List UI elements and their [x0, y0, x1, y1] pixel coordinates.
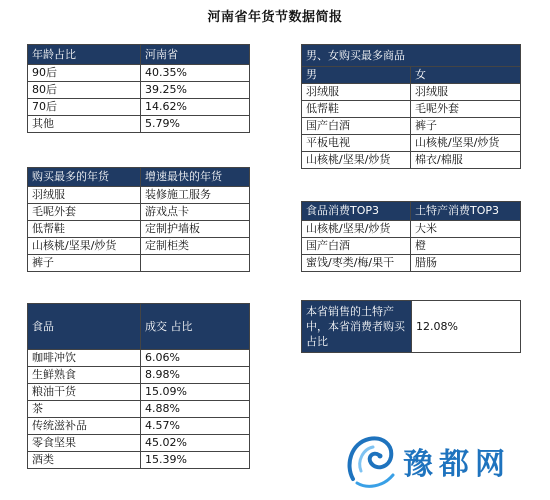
table-cell: 橙	[411, 238, 521, 255]
table-row	[28, 255, 250, 272]
header-cell: 河南省	[141, 45, 250, 65]
table-cell	[141, 255, 250, 272]
table-cell: 8.98%	[141, 367, 250, 384]
header-cell: 成交 占比	[141, 304, 250, 350]
table-cell: 生鲜熟食	[28, 367, 141, 384]
table-cell: 39.25%	[141, 82, 250, 99]
table-cell: 蜜饯/枣类/梅/果干	[302, 255, 411, 272]
table-cell: 零食坚果	[28, 435, 141, 452]
table-row	[28, 221, 250, 238]
table-header-row	[302, 202, 521, 221]
table-cell: 定制柜类	[141, 238, 250, 255]
table-cell: 14.62%	[141, 99, 250, 116]
table-cell: 装修施工服务	[141, 187, 250, 204]
header-cell: 年龄占比	[28, 45, 141, 65]
table-row	[28, 116, 250, 133]
table-cell: 酒类	[28, 452, 141, 469]
table-cell: 咖啡冲饮	[28, 350, 141, 367]
swirl-logo-icon	[343, 431, 399, 491]
table-row	[302, 135, 521, 152]
header-cell: 购买最多的年货	[28, 168, 141, 187]
gender-top-goods-table	[301, 44, 521, 169]
page-title: 河南省年货节数据简报	[207, 10, 343, 25]
table-row	[302, 221, 521, 238]
food-share-table	[27, 303, 250, 469]
table-cell: 定制护墙板	[141, 221, 250, 238]
table-row	[28, 401, 250, 418]
table-cell: 传统滋补品	[28, 418, 141, 435]
table-cell: 4.57%	[141, 418, 250, 435]
table-cell: 裤子	[411, 118, 521, 135]
table-cell: 4.88%	[141, 401, 250, 418]
table-cell: 5.79%	[141, 116, 250, 133]
table-row	[28, 204, 250, 221]
logo-text: 豫都网	[403, 447, 511, 482]
table-cell: 裤子	[28, 255, 141, 272]
table-cell: 国产白酒	[302, 118, 411, 135]
header-cell: 土特产消费TOP3	[411, 202, 521, 221]
table-cell: 毛呢外套	[411, 101, 521, 118]
header-cell: 女	[411, 67, 521, 84]
header-cell: 食品	[28, 304, 141, 350]
table-header-row	[28, 45, 250, 65]
table-title: 男、女购买最多商品	[302, 45, 521, 67]
site-logo	[343, 427, 543, 495]
table-cell: 粮油干货	[28, 384, 141, 401]
table-row	[302, 101, 521, 118]
table-cell: 45.02%	[141, 435, 250, 452]
table-row	[302, 84, 521, 101]
table-header-row	[28, 304, 250, 350]
table-row	[302, 301, 521, 353]
table-cell: 毛呢外套	[28, 204, 141, 221]
table-header-row	[28, 168, 250, 187]
table-cell: 70后	[28, 99, 141, 116]
table-cell: 6.06%	[141, 350, 250, 367]
table-row	[28, 238, 250, 255]
table-title-row	[302, 45, 521, 67]
table-cell: 12.08%	[412, 301, 521, 353]
table-row	[28, 418, 250, 435]
table-cell: 腊肠	[411, 255, 521, 272]
table-cell: 40.35%	[141, 65, 250, 82]
table-row	[28, 452, 250, 469]
header-cell: 男	[302, 67, 411, 84]
table-row	[28, 187, 250, 204]
table-cell: 其他	[28, 116, 141, 133]
table-cell: 低帮鞋	[28, 221, 141, 238]
table-cell: 低帮鞋	[302, 101, 411, 118]
header-cell: 食品消费TOP3	[302, 202, 411, 221]
table-row	[28, 65, 250, 82]
table-cell: 15.09%	[141, 384, 250, 401]
table-cell: 游戏点卡	[141, 204, 250, 221]
header-cell: 增速最快的年货	[141, 168, 250, 187]
table-row	[302, 152, 521, 169]
table-cell: 国产白酒	[302, 238, 411, 255]
table-cell: 15.39%	[141, 452, 250, 469]
table-cell: 大米	[411, 221, 521, 238]
table-row	[302, 255, 521, 272]
table-cell: 羽绒服	[28, 187, 141, 204]
consumption-top3-table	[301, 201, 521, 272]
table-cell: 80后	[28, 82, 141, 99]
table-header-row	[302, 67, 521, 84]
table-cell: 平板电视	[302, 135, 411, 152]
age-share-table	[27, 44, 250, 133]
table-cell: 山核桃/坚果/炒货	[302, 152, 411, 169]
table-cell: 山核桃/坚果/炒货	[411, 135, 521, 152]
local-specialty-share-table	[301, 300, 521, 353]
table-cell: 棉衣/棉服	[411, 152, 521, 169]
table-cell: 羽绒服	[302, 84, 411, 101]
table-cell: 羽绒服	[411, 84, 521, 101]
table-cell: 山核桃/坚果/炒货	[302, 221, 411, 238]
table-row	[28, 384, 250, 401]
table-row	[28, 82, 250, 99]
table-row	[28, 367, 250, 384]
table-row	[302, 118, 521, 135]
table-row	[28, 99, 250, 116]
row-label: 本省销售的土特产中，本省消费者购买占比	[302, 301, 412, 353]
table-cell: 90后	[28, 65, 141, 82]
table-cell: 茶	[28, 401, 141, 418]
table-row	[28, 350, 250, 367]
table-cell: 山核桃/坚果/炒货	[28, 238, 141, 255]
table-row	[28, 435, 250, 452]
table-row	[302, 238, 521, 255]
top-new-year-goods-table	[27, 167, 250, 272]
